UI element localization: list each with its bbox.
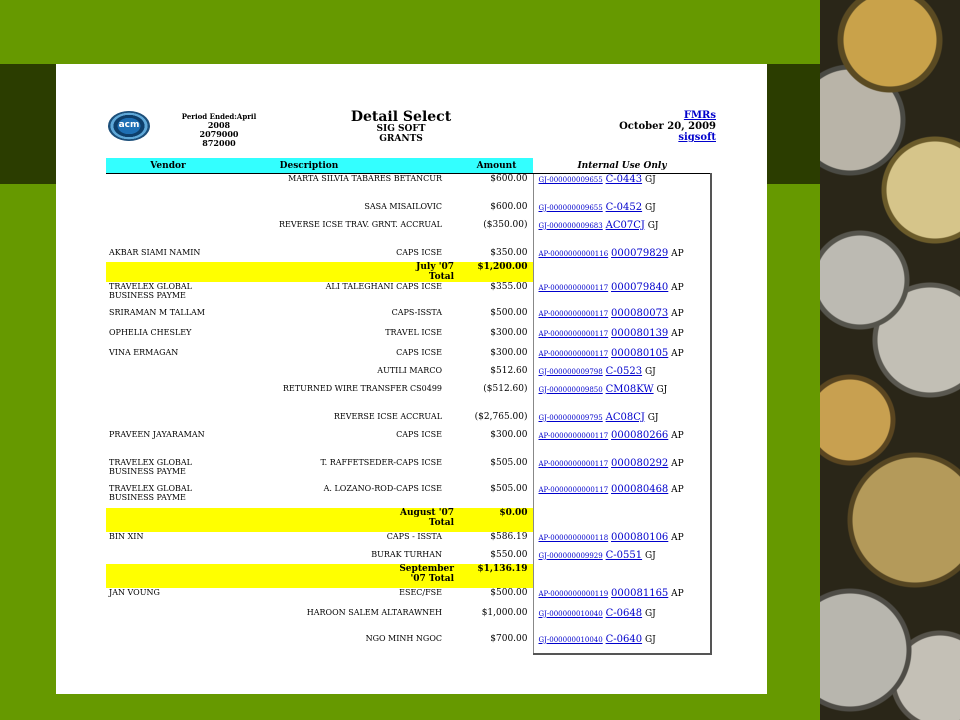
table-row bbox=[106, 174, 711, 202]
journal-ref-link[interactable]: AP-0000000000117 bbox=[538, 459, 609, 468]
table-row bbox=[106, 384, 711, 412]
document-ref-link[interactable]: 000080106 bbox=[611, 531, 669, 543]
internal-use-cell bbox=[533, 430, 711, 458]
entry-type-code: GJ bbox=[644, 608, 656, 619]
vendor-cell: OPHELIA CHESLEY bbox=[109, 327, 192, 337]
document-ref-link[interactable]: C-0640 bbox=[605, 633, 643, 645]
subtotal-blank bbox=[106, 508, 230, 532]
vendor-cell bbox=[106, 220, 230, 248]
internal-use-cell bbox=[533, 348, 711, 366]
entry-type-code: GJ bbox=[644, 202, 656, 213]
column-header-amount: Amount bbox=[460, 158, 533, 174]
document-frame bbox=[56, 64, 767, 694]
entry-type-code: AP bbox=[671, 348, 684, 359]
description-cell: CAPS ICSE bbox=[396, 247, 442, 257]
amount-cell: $300.00 bbox=[490, 429, 528, 440]
entry-type-code: AP bbox=[671, 308, 684, 319]
table-row bbox=[106, 220, 711, 248]
table-row bbox=[106, 458, 711, 484]
subtotal-amount: $1,200.00 bbox=[460, 262, 533, 282]
document-ref-link[interactable]: C-0648 bbox=[605, 607, 643, 619]
journal-ref-link[interactable]: GJ-000000009929 bbox=[538, 551, 603, 560]
internal-use-cell bbox=[533, 262, 711, 282]
document-ref-link[interactable]: 000079840 bbox=[611, 281, 669, 293]
vendor-cell: TRAVELEX GLOBAL BUSINESS PAYME bbox=[109, 281, 192, 300]
table-row bbox=[106, 348, 711, 366]
amount-cell: $505.00 bbox=[490, 457, 528, 468]
column-header-internal: Internal Use Only bbox=[533, 158, 711, 174]
subtotal-row bbox=[106, 508, 711, 532]
journal-ref-link[interactable]: AP-0000000000117 bbox=[538, 349, 609, 358]
entry-type-code: GJ bbox=[644, 634, 656, 645]
document-ref-link[interactable]: 000080292 bbox=[611, 457, 669, 469]
description-cell: ESEC/FSE bbox=[399, 587, 442, 597]
subtotal-amount: $0.00 bbox=[460, 508, 533, 532]
document-ref-link[interactable]: AC07CJ bbox=[605, 219, 645, 231]
entry-type-code: AP bbox=[671, 588, 684, 599]
fund-code: 872000 bbox=[202, 138, 236, 148]
report-date: October 20, 2009 bbox=[619, 121, 716, 132]
logo-text: acm bbox=[118, 120, 140, 130]
subtotal-blank bbox=[106, 262, 230, 282]
amount-cell: $505.00 bbox=[490, 483, 528, 494]
vendor-cell bbox=[106, 366, 230, 384]
report-header bbox=[106, 108, 718, 158]
document-ref-link[interactable]: C-0551 bbox=[605, 549, 643, 561]
table-row bbox=[106, 634, 711, 654]
vendor-cell: BIN XIN bbox=[109, 531, 144, 541]
description-cell: REVERSE ICSE TRAV. GRNT. ACCRUAL bbox=[278, 219, 442, 229]
entry-type-code: GJ bbox=[644, 366, 656, 377]
entry-type-code: GJ bbox=[644, 550, 656, 561]
amount-cell: ($2,765.00) bbox=[474, 411, 528, 422]
internal-use-cell bbox=[533, 202, 711, 220]
journal-ref-link[interactable]: AP-0000000000117 bbox=[538, 431, 609, 440]
internal-use-cell bbox=[533, 366, 711, 384]
amount-cell: ($350.00) bbox=[483, 219, 528, 230]
vendor-cell: AKBAR SIAMI NAMIN bbox=[109, 247, 201, 257]
document-ref-link[interactable]: C-0443 bbox=[605, 174, 643, 185]
amount-cell: $586.19 bbox=[490, 531, 528, 542]
description-cell: HAROON SALEM ALTARAWNEH bbox=[306, 607, 442, 617]
internal-use-cell bbox=[533, 634, 711, 654]
column-header-description: Description bbox=[230, 158, 388, 174]
entry-type-code: GJ bbox=[656, 384, 668, 395]
table-row bbox=[106, 430, 711, 458]
description-cell: A. LOZANO-ROD-CAPS ICSE bbox=[323, 483, 442, 493]
journal-ref-link[interactable]: GJ-000000009655 bbox=[538, 176, 603, 184]
subtotal-row bbox=[106, 262, 711, 282]
document-ref-link[interactable]: 000080105 bbox=[611, 347, 669, 359]
internal-use-cell bbox=[533, 532, 711, 550]
report-subtitle-2: GRANTS bbox=[379, 134, 423, 144]
journal-ref-link[interactable]: AP-0000000000118 bbox=[538, 533, 609, 542]
journal-ref-link[interactable]: AP-0000000000117 bbox=[538, 283, 609, 292]
vendor-cell: VINA ERMAGAN bbox=[109, 347, 179, 357]
description-cell: TRAVEL ICSE bbox=[385, 327, 442, 337]
entry-type-code: AP bbox=[671, 484, 684, 495]
amount-cell: $550.00 bbox=[490, 549, 528, 560]
table-row bbox=[106, 308, 711, 328]
entry-type-code: AP bbox=[671, 430, 684, 441]
internal-use-cell bbox=[533, 328, 711, 348]
description-cell: CAPS-ISSTA bbox=[391, 307, 442, 317]
description-cell: SASA MISAILOVIC bbox=[364, 201, 442, 211]
internal-use-cell bbox=[533, 412, 711, 430]
vendor-cell: TRAVELEX GLOBAL BUSINESS PAYME bbox=[109, 483, 192, 502]
journal-ref-link[interactable]: AP-0000000000117 bbox=[538, 309, 609, 318]
description-cell: CAPS - ISSTA bbox=[386, 531, 442, 541]
coins-photo bbox=[820, 0, 960, 720]
internal-use-cell bbox=[533, 588, 711, 608]
period-year: 2008 bbox=[207, 120, 231, 130]
journal-ref-link[interactable]: GJ-000000009795 bbox=[538, 413, 603, 422]
vendor-cell bbox=[106, 550, 230, 564]
amount-cell: $300.00 bbox=[490, 327, 528, 338]
period-block bbox=[164, 112, 274, 148]
amount-cell: $355.00 bbox=[490, 281, 528, 292]
description-cell: REVERSE ICSE ACCRUAL bbox=[333, 411, 442, 421]
table-row bbox=[106, 532, 711, 550]
document-ref-link[interactable]: 000080468 bbox=[611, 483, 669, 495]
internal-use-cell bbox=[533, 458, 711, 484]
document-ref-link[interactable]: 000080266 bbox=[611, 429, 669, 441]
internal-use-cell bbox=[533, 282, 711, 308]
amount-cell: $600.00 bbox=[490, 174, 528, 184]
journal-ref-link[interactable]: AP-0000000000116 bbox=[538, 249, 609, 258]
entry-type-code: AP bbox=[671, 532, 684, 543]
amount-cell: $300.00 bbox=[490, 347, 528, 358]
vendor-cell bbox=[106, 634, 230, 654]
report-subtitle: SIG SOFT bbox=[376, 124, 426, 134]
table-body bbox=[106, 174, 711, 654]
entry-type-code: GJ bbox=[647, 220, 659, 231]
amount-cell: $700.00 bbox=[490, 633, 528, 644]
report-title-block bbox=[326, 110, 476, 144]
vendor-cell: JAN VOUNG bbox=[109, 587, 160, 597]
internal-use-cell bbox=[533, 564, 711, 588]
amount-cell: $600.00 bbox=[490, 201, 528, 212]
subtotal-row bbox=[106, 564, 711, 588]
document-ref-link[interactable]: 000080073 bbox=[611, 307, 669, 319]
vendor-cell: SRIRAMAN M TALLAM bbox=[109, 307, 205, 317]
description-cell: RETURNED WIRE TRANSFER CS0499 bbox=[282, 383, 442, 393]
vendor-cell bbox=[106, 608, 230, 634]
internal-use-cell bbox=[533, 384, 711, 412]
table-row bbox=[106, 608, 711, 634]
table-row bbox=[106, 412, 711, 430]
entry-type-code: AP bbox=[671, 458, 684, 469]
document-ref-link[interactable]: 000081165 bbox=[611, 587, 669, 599]
table-row bbox=[106, 282, 711, 308]
account-code: 2079000 bbox=[199, 129, 239, 139]
amount-cell: $512.60 bbox=[490, 365, 528, 376]
subtotal-blank bbox=[230, 508, 388, 532]
entry-type-code: GJ bbox=[644, 175, 656, 185]
report-title: Detail Select bbox=[350, 109, 452, 125]
vendor-cell bbox=[106, 384, 230, 412]
internal-use-cell bbox=[533, 608, 711, 634]
user-link[interactable]: sigsoft bbox=[678, 132, 716, 143]
acm-logo bbox=[108, 111, 150, 141]
detail-select-report bbox=[106, 108, 718, 655]
description-cell: BURAK TURHAN bbox=[371, 549, 442, 559]
journal-ref-link[interactable]: GJ-000000010040 bbox=[538, 635, 603, 644]
vendor-cell: PRAVEEN JAYARAMAN bbox=[109, 429, 205, 439]
description-cell: CAPS ICSE bbox=[396, 347, 442, 357]
journal-ref-link[interactable]: GJ-000000010040 bbox=[538, 609, 603, 618]
entry-type-code: AP bbox=[671, 248, 684, 259]
internal-use-cell bbox=[533, 550, 711, 564]
amount-cell: $500.00 bbox=[490, 587, 528, 598]
table-row bbox=[106, 588, 711, 608]
entry-type-code: AP bbox=[671, 282, 684, 293]
internal-use-cell bbox=[533, 248, 711, 262]
description-cell: T. RAFFETSEDER-CAPS ICSE bbox=[320, 457, 442, 467]
fmrs-link[interactable]: FMRs bbox=[683, 110, 716, 121]
table-header-row bbox=[106, 158, 711, 174]
journal-ref-link[interactable]: GJ-000000009683 bbox=[538, 221, 603, 230]
vendor-cell: TRAVELEX GLOBAL BUSINESS PAYME bbox=[109, 457, 192, 476]
document-ref-link[interactable]: 000080139 bbox=[611, 327, 669, 339]
entry-type-code: AP bbox=[671, 328, 684, 339]
description-cell: CAPS ICSE bbox=[396, 429, 442, 439]
period-label: Period Ended:April bbox=[181, 112, 257, 121]
amount-cell: $1,000.00 bbox=[481, 607, 528, 618]
subtotal-blank bbox=[230, 262, 388, 282]
journal-ref-link[interactable]: GJ-000000009798 bbox=[538, 367, 603, 376]
table-row bbox=[106, 484, 711, 508]
description-cell: MARTA SILVIA TABARES BETANCUR bbox=[288, 174, 442, 183]
column-header-spacer bbox=[388, 158, 460, 174]
table-row bbox=[106, 202, 711, 220]
amount-cell: $350.00 bbox=[490, 247, 528, 258]
table-row bbox=[106, 328, 711, 348]
internal-use-cell bbox=[533, 220, 711, 248]
internal-use-cell bbox=[533, 508, 711, 532]
subtotal-blank bbox=[230, 564, 388, 588]
document-ref-link[interactable]: 000079829 bbox=[611, 247, 669, 259]
vendor-cell bbox=[106, 174, 230, 202]
journal-ref-link[interactable]: GJ-000000009655 bbox=[538, 203, 603, 212]
description-cell: NGO MINH NGOC bbox=[365, 633, 442, 643]
subtotal-blank bbox=[106, 564, 230, 588]
entry-type-code: GJ bbox=[647, 412, 659, 423]
amount-cell: $500.00 bbox=[490, 307, 528, 318]
description-cell: ALI TALEGHANI CAPS ICSE bbox=[325, 281, 442, 291]
column-header-vendor: Vendor bbox=[106, 158, 230, 174]
vendor-cell bbox=[106, 412, 230, 430]
description-cell: AUTILI MARCO bbox=[377, 365, 442, 375]
document-ref-link[interactable]: AC08CJ bbox=[605, 411, 645, 423]
journal-ref-link[interactable]: GJ-000000009850 bbox=[538, 385, 603, 394]
journal-ref-link[interactable]: AP-0000000000119 bbox=[538, 589, 609, 598]
internal-use-cell bbox=[533, 174, 711, 202]
detail-table bbox=[106, 158, 712, 655]
report-meta bbox=[619, 110, 716, 143]
journal-ref-link[interactable]: AP-0000000000117 bbox=[538, 485, 609, 494]
table-row bbox=[106, 248, 711, 262]
document-ref-link[interactable]: CM08KW bbox=[605, 383, 654, 395]
internal-use-cell bbox=[533, 484, 711, 508]
vendor-cell bbox=[106, 202, 230, 220]
table-row bbox=[106, 366, 711, 384]
journal-ref-link[interactable]: AP-0000000000117 bbox=[538, 329, 609, 338]
amount-cell: ($512.60) bbox=[483, 383, 528, 394]
document-ref-link[interactable]: C-0523 bbox=[605, 365, 643, 377]
subtotal-amount: $1,136.19 bbox=[460, 564, 533, 588]
subtotal-label: September '07 Total bbox=[388, 564, 460, 588]
table-row bbox=[106, 550, 711, 564]
document-ref-link[interactable]: C-0452 bbox=[605, 201, 643, 213]
internal-use-cell bbox=[533, 308, 711, 328]
subtotal-label: August '07 Total bbox=[388, 508, 460, 532]
subtotal-label: July '07 Total bbox=[388, 262, 460, 282]
